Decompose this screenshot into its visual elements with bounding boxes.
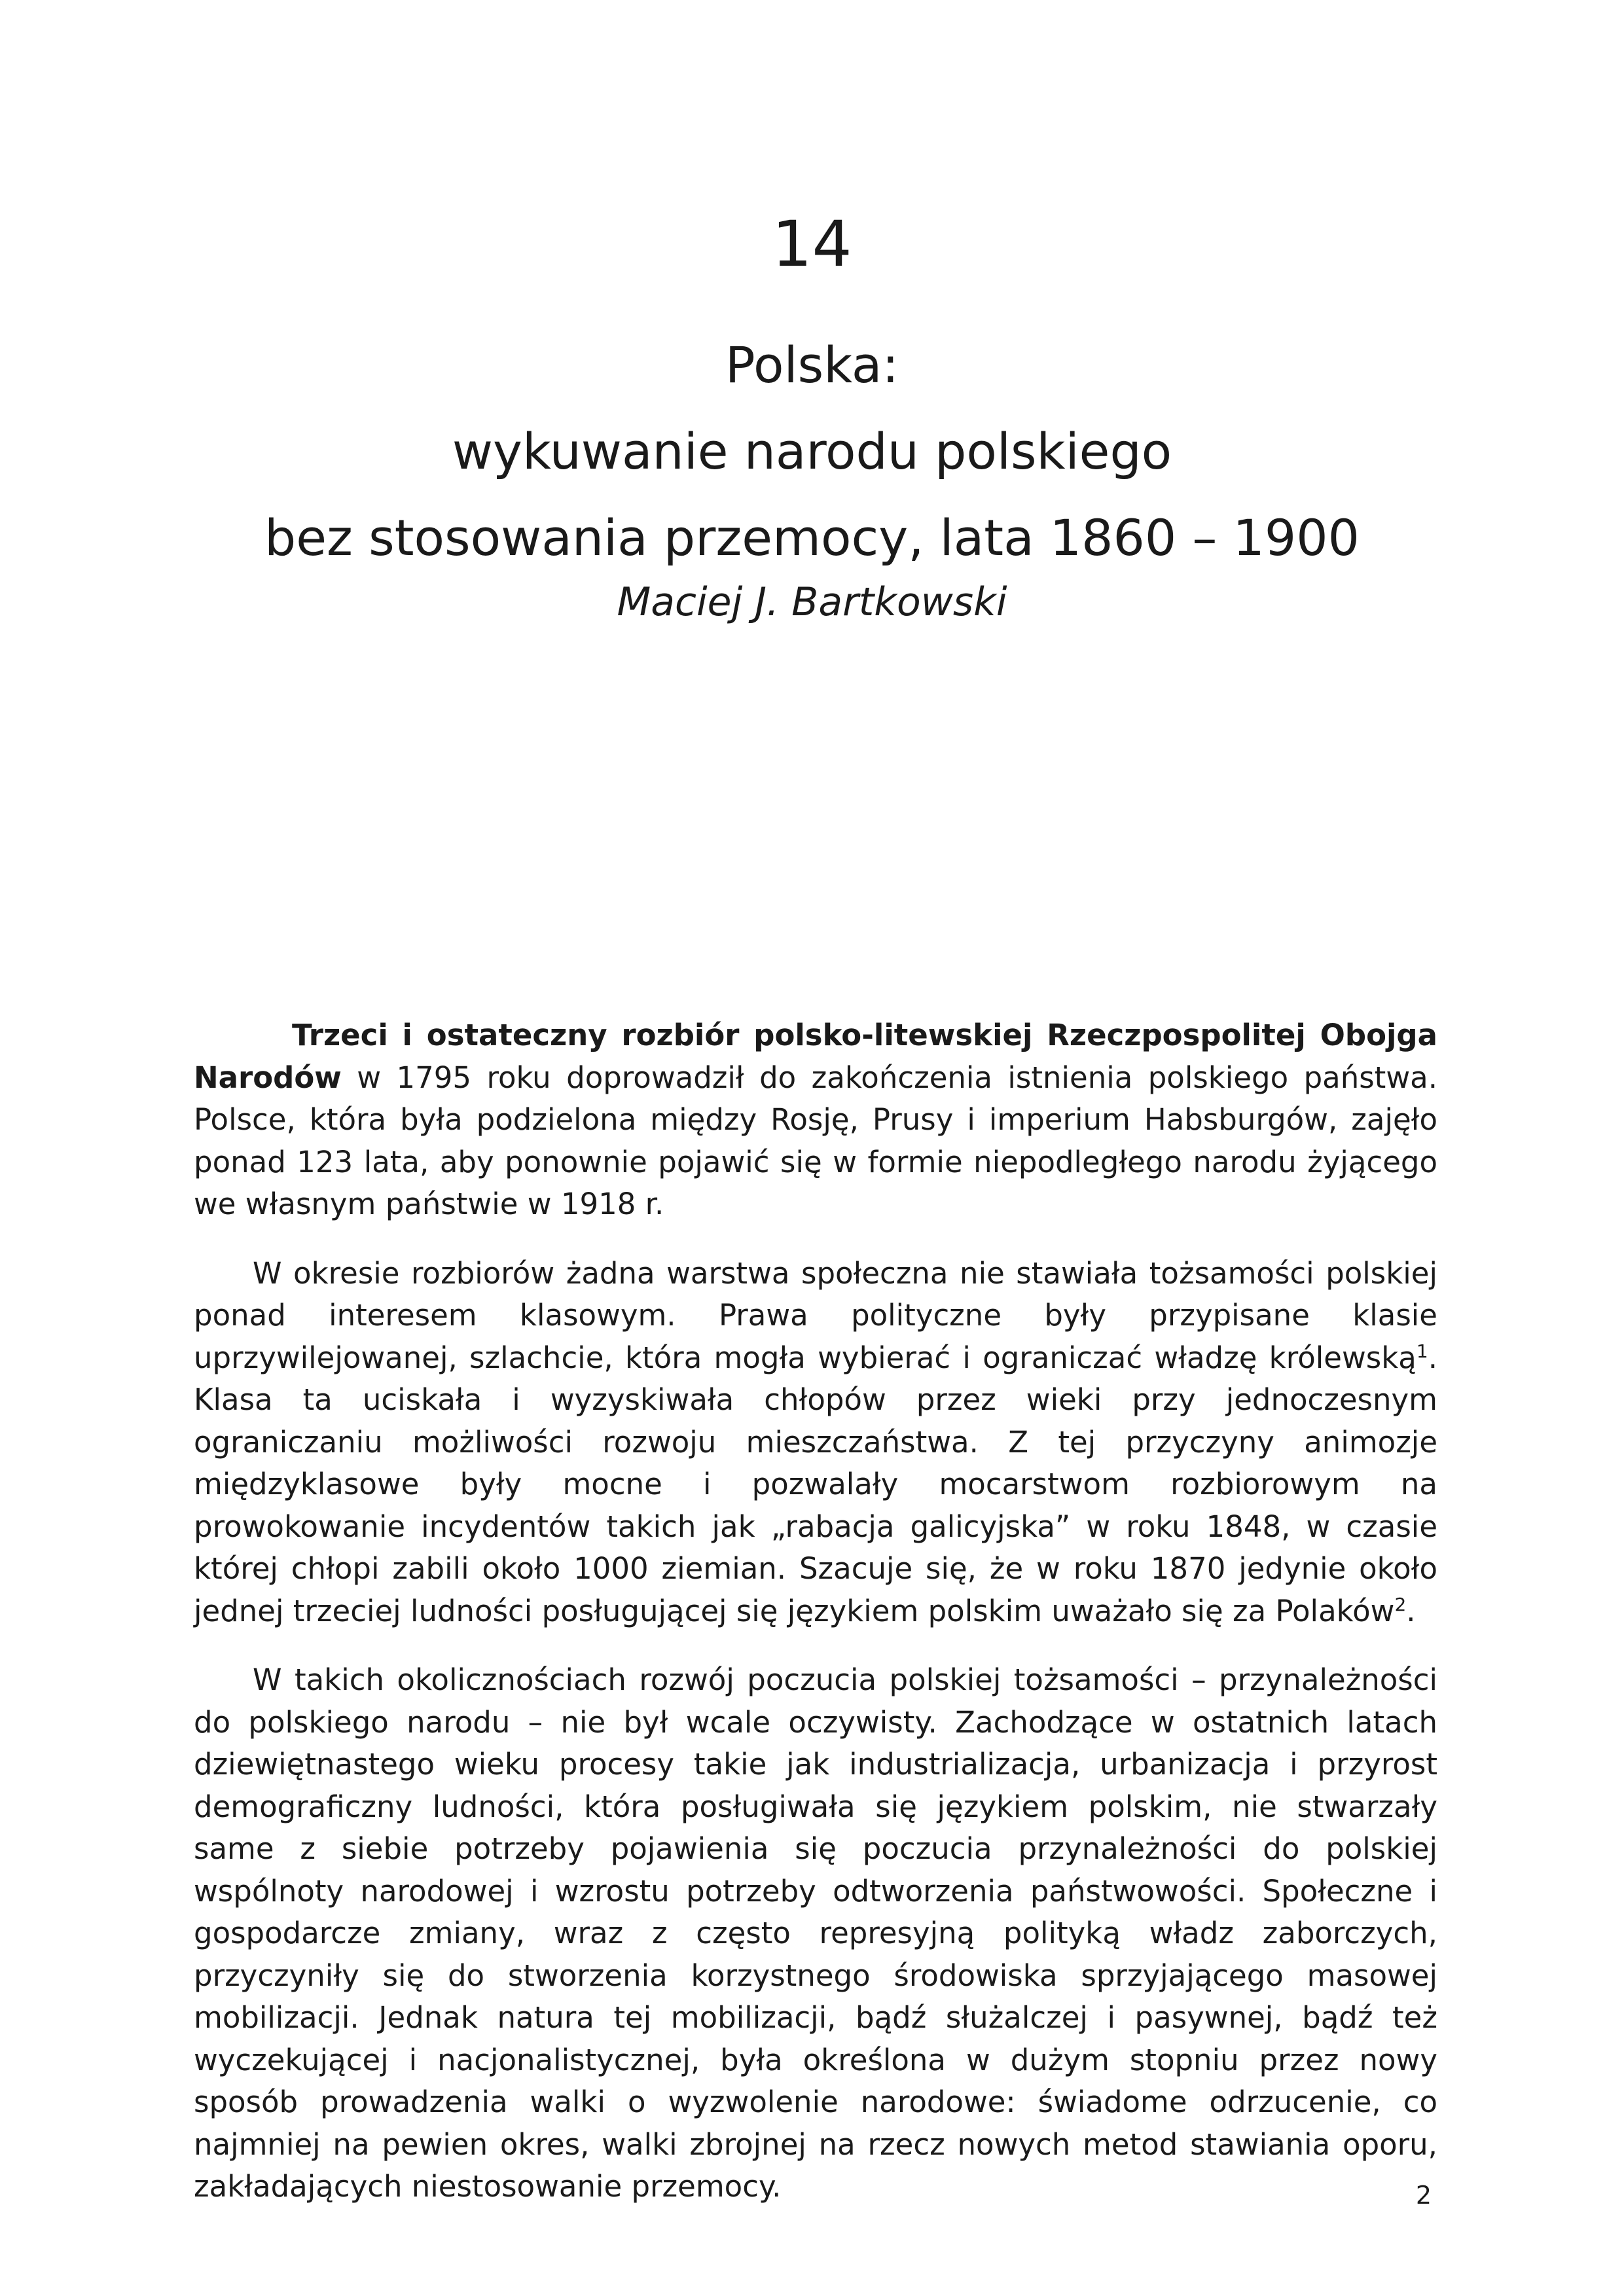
body-text	[194, 1014, 1437, 2235]
paragraph-1-bold-lead: Trzeci i ostateczny rozbiór polsko-litewskiej Rzeczpospolitej Obojga Narodów	[194, 1018, 1437, 1095]
paragraph-2-text-c: .	[1406, 1593, 1416, 1628]
author-name: Maciej J. Bartkowski	[617, 579, 1007, 625]
paragraph-1	[194, 1014, 1437, 1226]
paragraph-3: W takich okolicznościach rozwój poczucia polskiej tożsamości – przynależności do polskiego narodu – nie był wcale oczywisty. Zachodzące w ostatnich latach dziewiętnastego wieku procesy takie jak industrializacja, urbanizacja i przyrost demograficzny ludności, która posługiwała się językiem polskim, nie stwarzały same z siebie potrzeby pojawienia się poczucia przynależności do polskiej wspólnoty narodowej i wzrostu potrzeby odtworzenia państwowości. Społeczne i gospodarcze zmiany, wraz z często represyjną polityką władz zaborczych, przyczyniły się do stworzenia korzystnego środowiska sprzyjającego masowej mobilizacji. Jednak natura tej mobilizacji, bądź służalczej i pasywnej, bądź też wyczekującej i nacjonalistycznej, była określona w dużym stopniu przez nowy sposób prowadzenia walki o wyzwolenie narodowe: świadome odrzucenie, co najmniej na pewien okres, walki zbrojnej na rzecz nowych metod stawiania oporu, zakładających niestosowanie przemocy.	[194, 1662, 1437, 2204]
paragraph-1-text: w 1795 roku doprowadził do zakończenia istnienia polskiego państwa. Polsce, która była podzielona między Rosję, Prusy i imperium Habsburgów, zajęło ponad 123 lata, aby ponownie pojawić się w formie niepodległego narodu żyjącego we własnym państwie w 1918 r.	[194, 1060, 1437, 1221]
paragraph-2-text-a: W okresie rozbiorów żadna warstwa społeczna nie stawiała tożsamości polskiej ponad interesem klasowym. Prawa polityczne były przypisane klasie uprzywilejowanej, szlachcie, która mogła wybierać i ograniczać władzę królewską	[194, 1255, 1437, 1375]
page-number: 2	[1415, 2181, 1432, 2210]
paragraph-2	[194, 1253, 1437, 1633]
chapter-title-line-3: bez stosowania przemocy, lata 1860 – 1900	[264, 509, 1360, 567]
footnote-ref-1[interactable]: 1	[1416, 1340, 1428, 1362]
chapter-title-line-1: Polska:	[725, 336, 899, 394]
chapter-title	[131, 322, 1493, 581]
chapter-number: 14	[772, 207, 852, 281]
footnote-ref-2[interactable]: 2	[1394, 1593, 1407, 1615]
paragraph-2-text-b: . Klasa ta uciskała i wyzyskiwała chłopów przez wieki przy jednoczesnym ograniczaniu możliwości rozwoju mieszczaństwa. Z tej przyczyny animozje międzyklasowe były mocne i pozwalały mocarstwom rozbiorowym na prowokowanie incydentów takich jak „rabacja galicyjska” w roku 1848, w czasie której chłopi zabili około 1000 ziemian. Szacuje się, że w roku 1870 jedynie około jednej trzeciej ludności posługującej się językiem polskim uważało się za Polaków	[194, 1340, 1437, 1628]
chapter-title-line-2: wykuwanie narodu polskiego	[452, 422, 1172, 480]
